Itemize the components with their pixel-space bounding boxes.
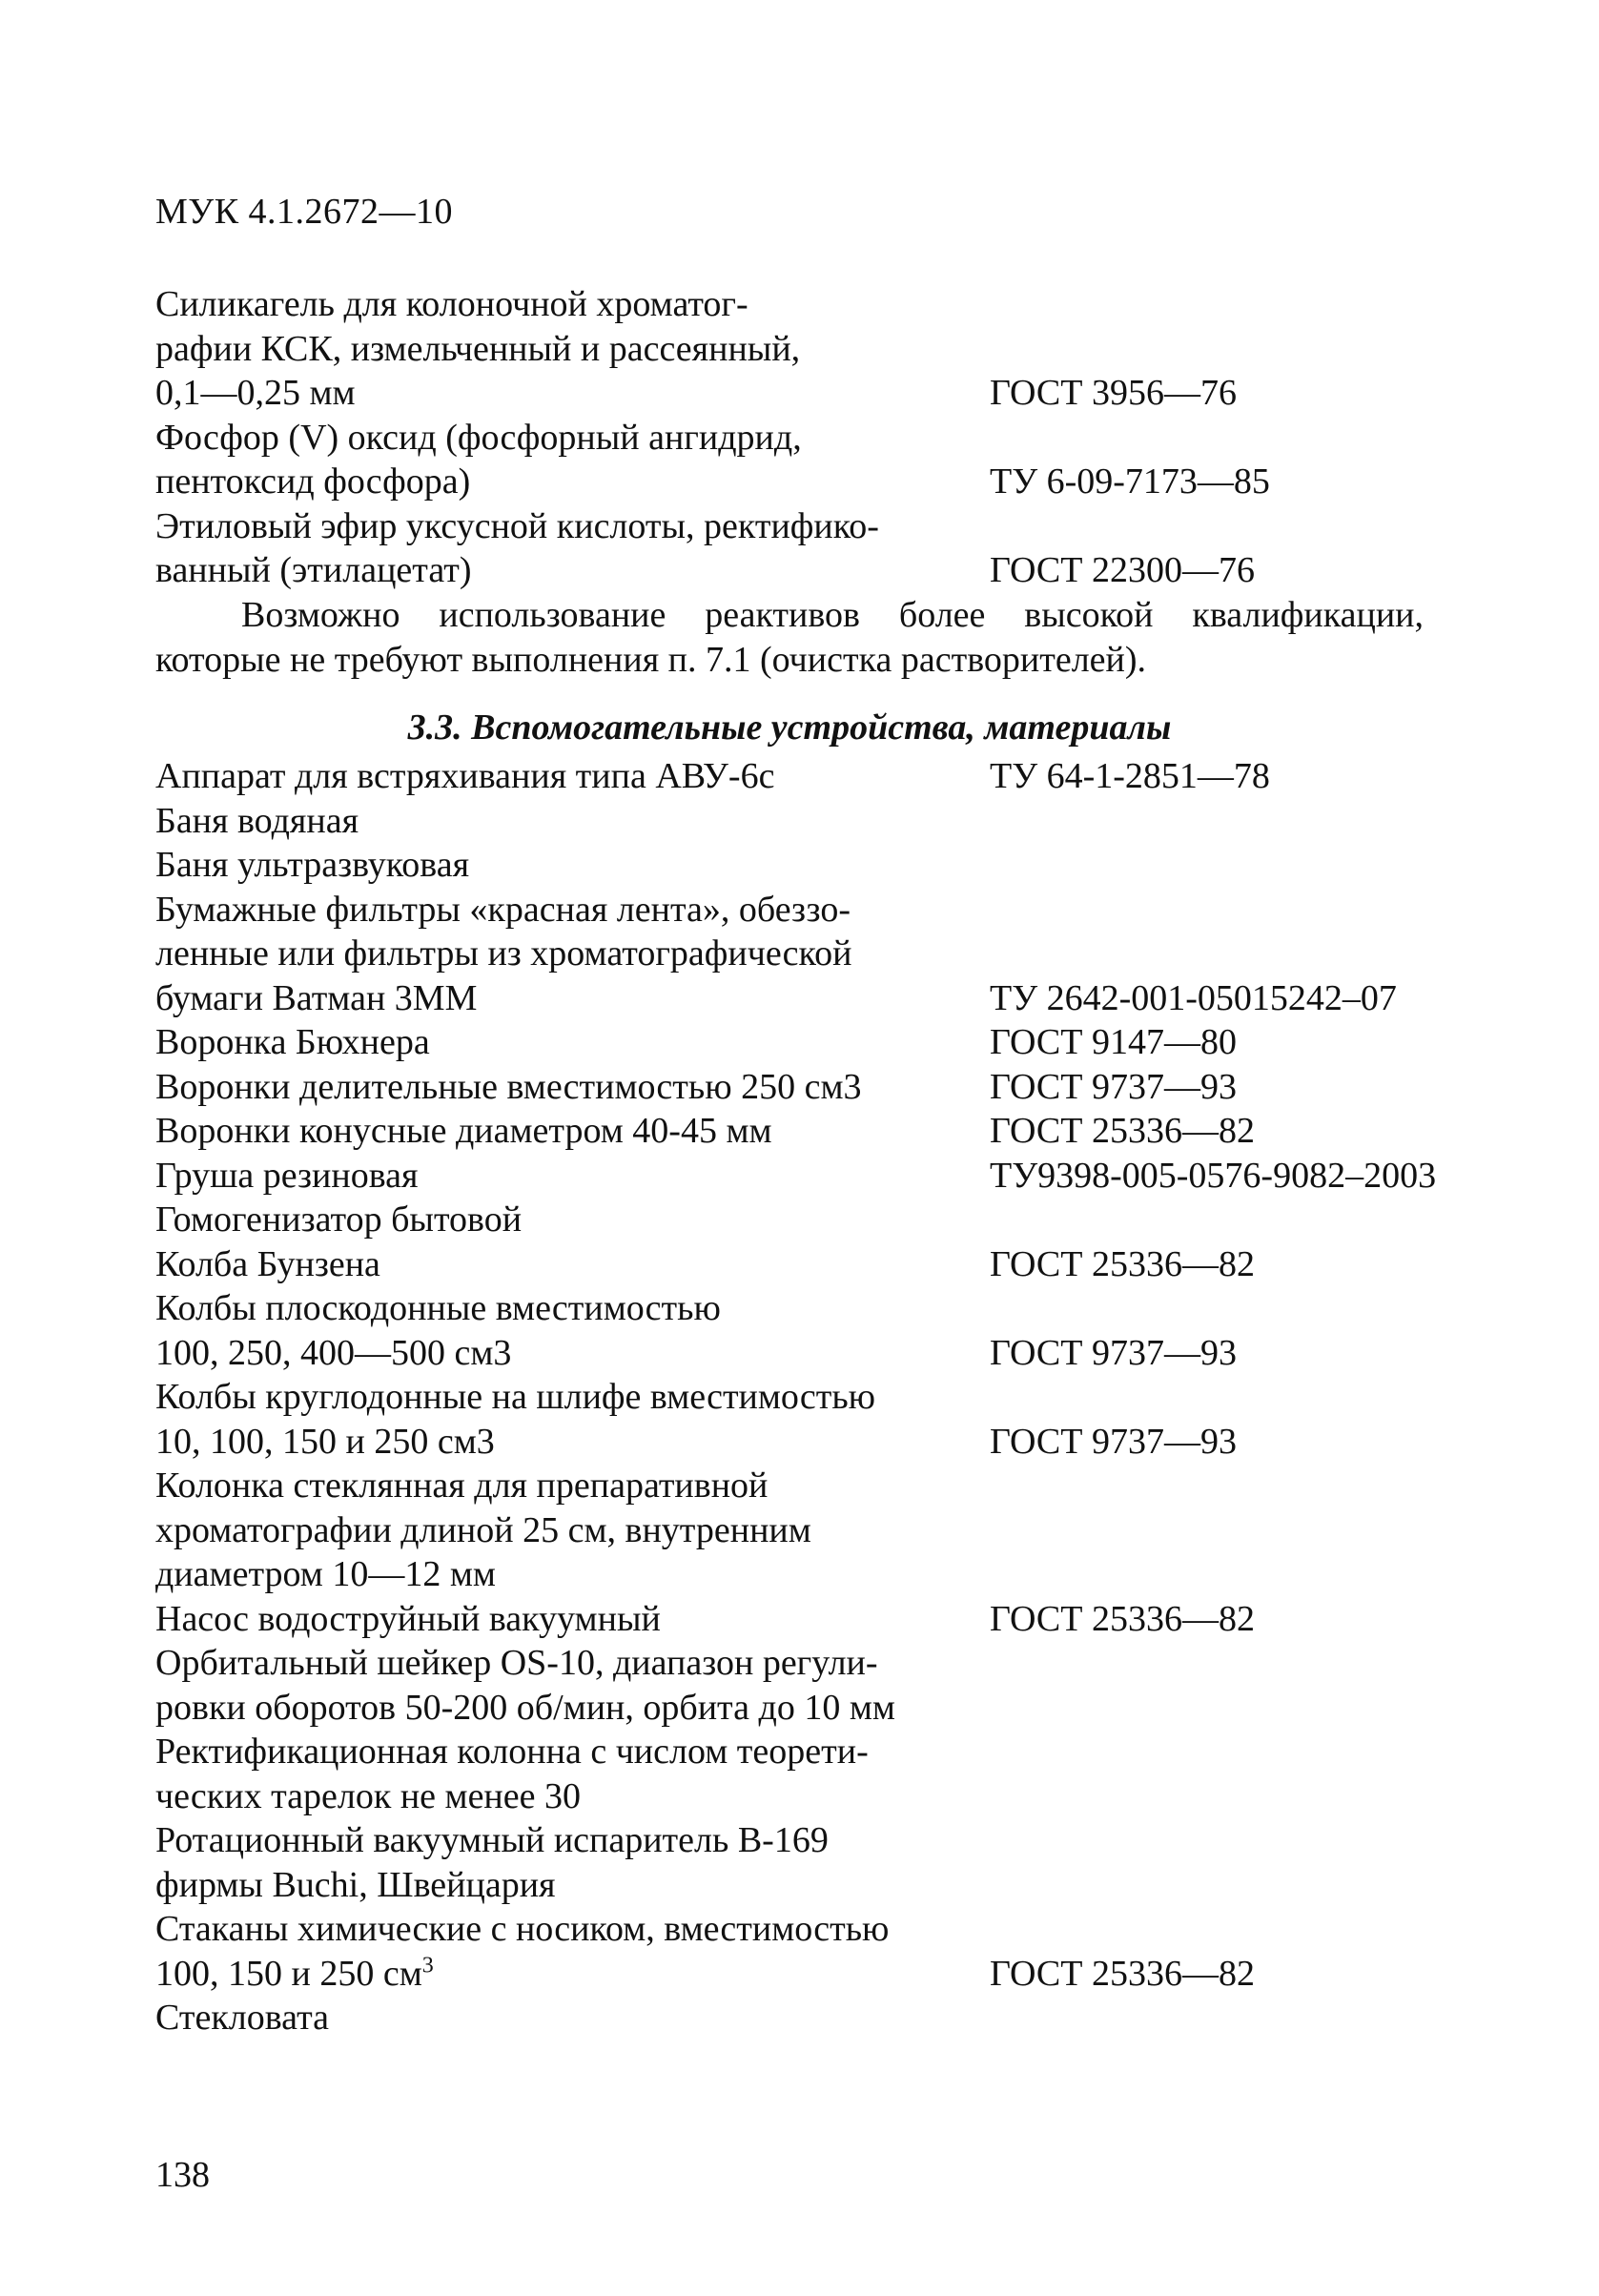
equipment-item-standard <box>990 1641 1528 1686</box>
reagents-item-name <box>155 504 990 593</box>
equipment-row <box>155 1198 1528 1242</box>
equipment-item-line: хроматографии длиной 25 см, внутренним <box>155 1509 811 1550</box>
note-line-1: Возможно использование реактивов более высокой квалификации, <box>241 595 1424 635</box>
equipment-item-line: Гомогенизатор бытовой <box>155 1199 523 1240</box>
equipment-row <box>155 1907 1528 1996</box>
equipment-row <box>155 1730 1528 1818</box>
equipment-item-line: Колбы плоскодонные вместимостью <box>155 1288 721 1328</box>
equipment-item-name <box>155 888 990 1021</box>
equipment-item-name <box>155 1109 990 1154</box>
equipment-row <box>155 843 1528 888</box>
equipment-item-name <box>155 1818 990 1907</box>
equipment-row <box>155 1375 1528 1464</box>
reagents-item-line: пентоксид фосфора) <box>155 461 471 502</box>
equipment-item-line: 10, 100, 150 и 250 см3 <box>155 1421 495 1462</box>
equipment-item-line: ленные или фильтры из хроматографической <box>155 933 852 974</box>
equipment-item-standard: ГОСТ 25336—82 <box>990 1953 1255 1994</box>
equipment-item-line: ческих тарелок не менее 30 <box>155 1775 581 1816</box>
equipment-item-name <box>155 1996 990 2040</box>
reagents-list <box>155 282 1528 593</box>
reagents-item-line: 0,1—0,25 мм <box>155 373 356 413</box>
equipment-row <box>155 1109 1528 1154</box>
equipment-item-name <box>155 1198 990 1242</box>
equipment-item-name <box>155 1730 990 1818</box>
reagents-item-line: Силикагель для колоночной хроматог- <box>155 284 748 324</box>
equipment-row <box>155 1020 1528 1065</box>
equipment-item-name <box>155 1597 990 1642</box>
qualification-note <box>155 593 1424 682</box>
equipment-item-standard: ГОСТ 9737—93 <box>990 1332 1237 1373</box>
equipment-item-line: Колба Бунзена <box>155 1243 380 1284</box>
equipment-item-standard: ТУ 64-1-2851—78 <box>990 756 1270 796</box>
equipment-item-line: 100, 150 и 250 $см^3$ <box>155 1952 434 1994</box>
equipment-item-name <box>155 1242 990 1287</box>
reagents-item-line: Фосфор (V) оксид (фосфорный ангидрид, <box>155 417 802 458</box>
reagents-item-standard: ТУ 6-09-7173—85 <box>990 461 1270 502</box>
equipment-row <box>155 1242 1528 1287</box>
equipment-item-line: Ротационный вакуумный испаритель В-169 <box>155 1820 829 1860</box>
reagents-item-line: Этиловый эфир уксусной кислоты, ректифико- <box>155 505 879 546</box>
equipment-item-line: Воронки конусные диаметром 40-45 мм <box>155 1111 772 1151</box>
equipment-row <box>155 1464 1528 1597</box>
equipment-item-standard: ТУ 2642-001-05015242–07 <box>990 977 1397 1018</box>
equipment-item-line: бумаги Ватман 3ММ <box>155 977 478 1018</box>
equipment-row <box>155 754 1528 799</box>
equipment-row <box>155 1154 1528 1199</box>
reagents-item-name <box>155 282 990 416</box>
equipment-item-standard: ГОСТ 25336—82 <box>990 1598 1255 1639</box>
reagents-row <box>155 416 1528 504</box>
reagents-item-standard: ГОСТ 3956—76 <box>990 373 1237 413</box>
equipment-item-line: Колбы круглодонные на шлифе вместимостью <box>155 1377 876 1417</box>
equipment-item-line: Баня ультразвуковая <box>155 845 470 885</box>
reagents-item-name <box>155 416 990 504</box>
equipment-item-line: Аппарат для встряхивания типа АВУ-6с <box>155 756 775 796</box>
equipment-row <box>155 1818 1528 1907</box>
equipment-item-superscript: 3 <box>421 1952 434 1978</box>
equipment-row <box>155 799 1528 844</box>
equipment-item-line: Баня водяная <box>155 800 359 841</box>
equipment-item-standard: ТУ9398-005-0576-9082–2003 <box>990 1155 1437 1196</box>
note-line-2: которые не требуют выполнения п. 7.1 (очистка растворителей). <box>155 639 1147 680</box>
equipment-item-name <box>155 1464 990 1597</box>
equipment-item-name <box>155 799 990 844</box>
equipment-item-standard <box>990 1818 1528 1863</box>
document-code: МУК 4.1.2672—10 <box>155 192 454 232</box>
equipment-item-name <box>155 843 990 888</box>
equipment-item-name <box>155 1375 990 1464</box>
equipment-item-line: ровки оборотов 50-200 об/мин, орбита до 10 мм <box>155 1687 895 1728</box>
equipment-row <box>155 1641 1528 1730</box>
equipment-item-name <box>155 1065 990 1110</box>
equipment-item-name <box>155 1020 990 1065</box>
page-number: 138 <box>155 2155 210 2195</box>
reagents-item-line: ванный (этилацетат) <box>155 550 472 590</box>
equipment-item-line: Орбитальный шейкер OS-10, диапазон регули- <box>155 1643 878 1683</box>
equipment-item-line: Стаканы химические с носиком, вместимостью <box>155 1909 890 1949</box>
equipment-item-standard: ГОСТ 9737—93 <box>990 1421 1237 1462</box>
equipment-item-line: Груша резиновая <box>155 1155 419 1196</box>
reagents-item-standard: ГОСТ 22300—76 <box>990 550 1255 590</box>
equipment-item-line: Бумажные фильтры «красная лента», обеззо- <box>155 889 851 930</box>
equipment-item-standard <box>990 1464 1528 1552</box>
equipment-item-name <box>155 1907 990 1996</box>
equipment-item-line: Стекловата <box>155 1998 330 2038</box>
section-title: 3.3. Вспомогательные устройства, материалы <box>407 707 1172 748</box>
equipment-item-name <box>155 1641 990 1730</box>
equipment-item-line: фирмы Buchi, Швейцария <box>155 1864 556 1905</box>
equipment-list <box>155 754 1528 2040</box>
equipment-item-name <box>155 1154 990 1199</box>
equipment-item-name <box>155 754 990 799</box>
equipment-item-line: Колонка стеклянная для препаративной <box>155 1466 769 1506</box>
equipment-item-line: Воронки делительные вместимостью 250 см3 <box>155 1066 862 1107</box>
equipment-item-standard <box>990 1730 1528 1774</box>
equipment-item-line: Воронка Бюхнера <box>155 1022 430 1062</box>
reagents-item-line: рафии КСК, измельченный и рассеянный, <box>155 328 801 369</box>
reagents-row <box>155 504 1528 593</box>
equipment-item-standard: ГОСТ 9737—93 <box>990 1066 1237 1107</box>
equipment-row <box>155 1065 1528 1110</box>
equipment-item-standard: ГОСТ 25336—82 <box>990 1243 1255 1284</box>
equipment-row <box>155 1996 1528 2040</box>
equipment-item-line: диаметром 10—12 мм <box>155 1554 496 1594</box>
equipment-row <box>155 1286 1528 1375</box>
equipment-item-standard: ГОСТ 9147—80 <box>990 1022 1237 1062</box>
equipment-row <box>155 1597 1528 1642</box>
reagents-row <box>155 282 1528 416</box>
equipment-item-line: Ректификационная колонна с числом теорети- <box>155 1732 869 1772</box>
equipment-item-line: 100, 250, 400—500 см3 <box>155 1332 512 1373</box>
equipment-item-name <box>155 1286 990 1375</box>
equipment-item-standard: ГОСТ 25336—82 <box>990 1111 1255 1151</box>
equipment-row <box>155 888 1528 1021</box>
equipment-item-line: Насос водоструйный вакуумный <box>155 1598 661 1639</box>
